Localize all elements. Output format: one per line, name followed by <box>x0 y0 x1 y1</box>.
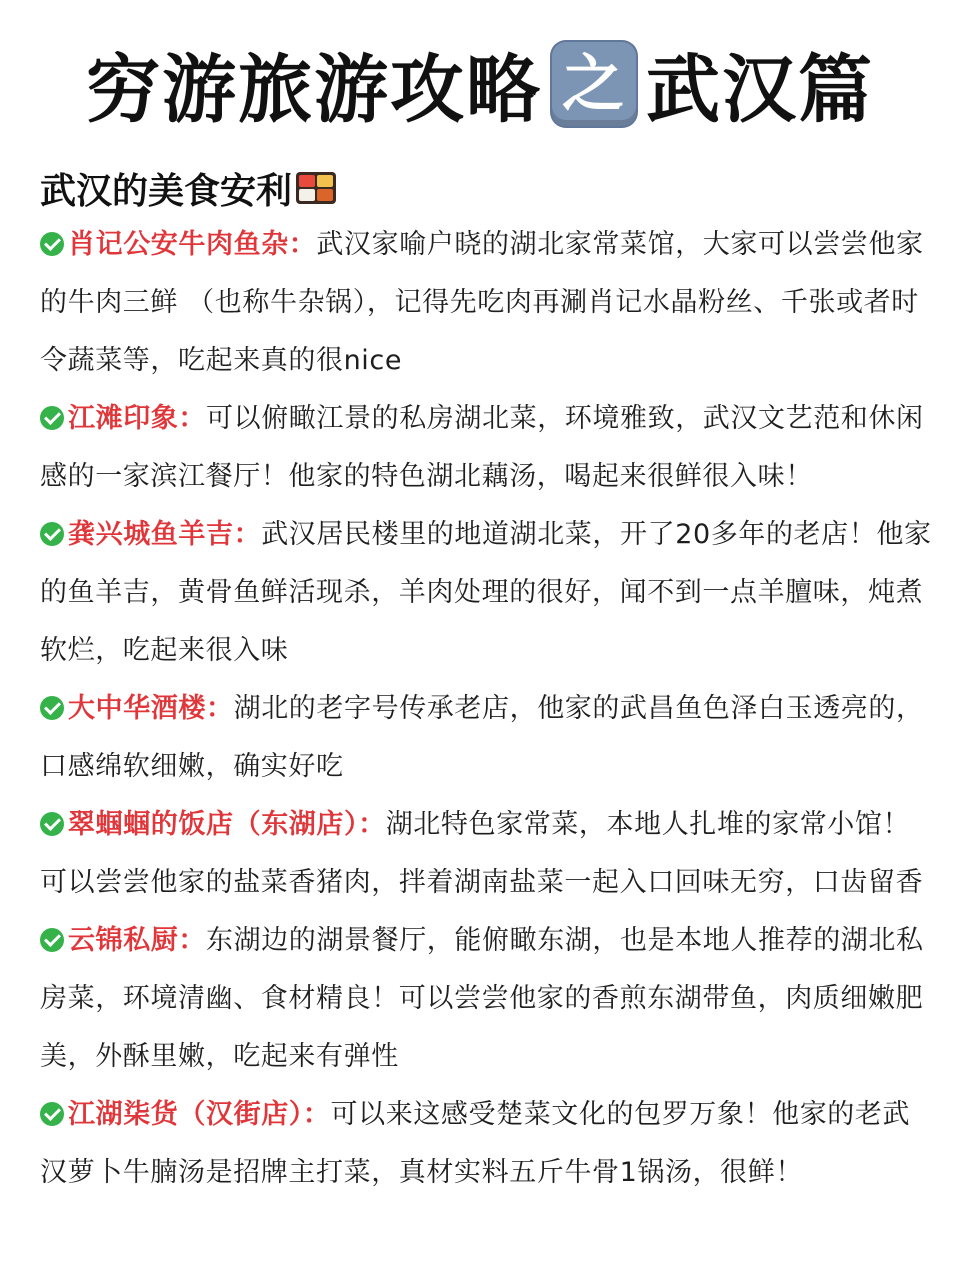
zhi-badge-icon: 之 <box>552 42 636 126</box>
list-item <box>40 506 932 680</box>
restaurant-description: 湖北的老字号传承老店，他家的武昌鱼色泽白玉透亮的，口感绵软细嫩，确实好吃 <box>40 693 924 782</box>
restaurant-name: 大中华酒楼： <box>68 693 234 724</box>
restaurant-name: 龚兴城鱼羊吉： <box>68 519 262 550</box>
restaurant-description: 东湖边的湖景餐厅，能俯瞰东湖，也是本地人推荐的湖北私房菜，环境清幽、食材精良！可以尝尝他家的香煎东湖带鱼，肉质细嫩肥美，外酥里嫩，吃起来有弹性 <box>40 925 924 1072</box>
list-item <box>40 216 932 390</box>
restaurant-description: 武汉居民楼里的地道湖北菜，开了20多年的老店！他家的鱼羊吉，黄骨鱼鲜活现杀，羊肉处理的很好，闻不到一点羊膻味，炖煮软烂，吃起来很入味 <box>40 519 932 666</box>
check-icon <box>40 696 64 720</box>
list-item <box>40 912 932 1086</box>
section-heading-text: 武汉的美食安利 <box>40 170 293 212</box>
check-icon <box>40 812 64 836</box>
restaurant-name: 江滩印象： <box>68 403 206 434</box>
section-heading <box>40 160 336 216</box>
check-icon <box>40 232 64 256</box>
page-title <box>0 34 960 134</box>
check-icon <box>40 522 64 546</box>
restaurant-description: 武汉家喻户晓的湖北家常菜馆，大家可以尝尝他家的牛肉三鲜 （也称牛杂锅），记得先吃肉再涮肖记水晶粉丝、千张或者时令蔬菜等，吃起来真的很nice <box>40 229 924 376</box>
check-icon <box>40 928 64 952</box>
title-left-text: 穷游旅游攻略 <box>86 47 542 133</box>
restaurant-name: 江湖柒货（汉街店）： <box>68 1099 331 1130</box>
bento-box-icon <box>296 172 336 204</box>
list-item <box>40 390 932 506</box>
restaurant-description: 可以俯瞰江景的私房湖北菜，环境雅致，武汉文艺范和休闲感的一家滨江餐厅！他家的特色湖北藕汤，喝起来很鲜很入味！ <box>40 403 924 492</box>
restaurant-name: 肖记公安牛肉鱼杂： <box>68 229 317 260</box>
list-item <box>40 680 932 796</box>
list-item <box>40 796 932 912</box>
check-icon <box>40 1102 64 1126</box>
title-right-text: 武汉篇 <box>646 47 874 133</box>
restaurant-name: 翠蝈蝈的饭店（东湖店）： <box>68 809 386 840</box>
check-icon <box>40 406 64 430</box>
list-item <box>40 1086 932 1202</box>
restaurant-description: 可以来这感受楚菜文化的包罗万象！他家的老武汉萝卜牛腩汤是招牌主打菜，真材实料五斤牛骨1锅汤，很鲜！ <box>40 1099 911 1188</box>
restaurant-description: 湖北特色家常菜，本地人扎堆的家常小馆！可以尝尝他家的盐菜香猪肉，拌着湖南盐菜一起入口回味无穷，口齿留香 <box>40 809 924 898</box>
restaurant-name: 云锦私厨： <box>68 925 206 956</box>
restaurant-list <box>40 216 932 1202</box>
